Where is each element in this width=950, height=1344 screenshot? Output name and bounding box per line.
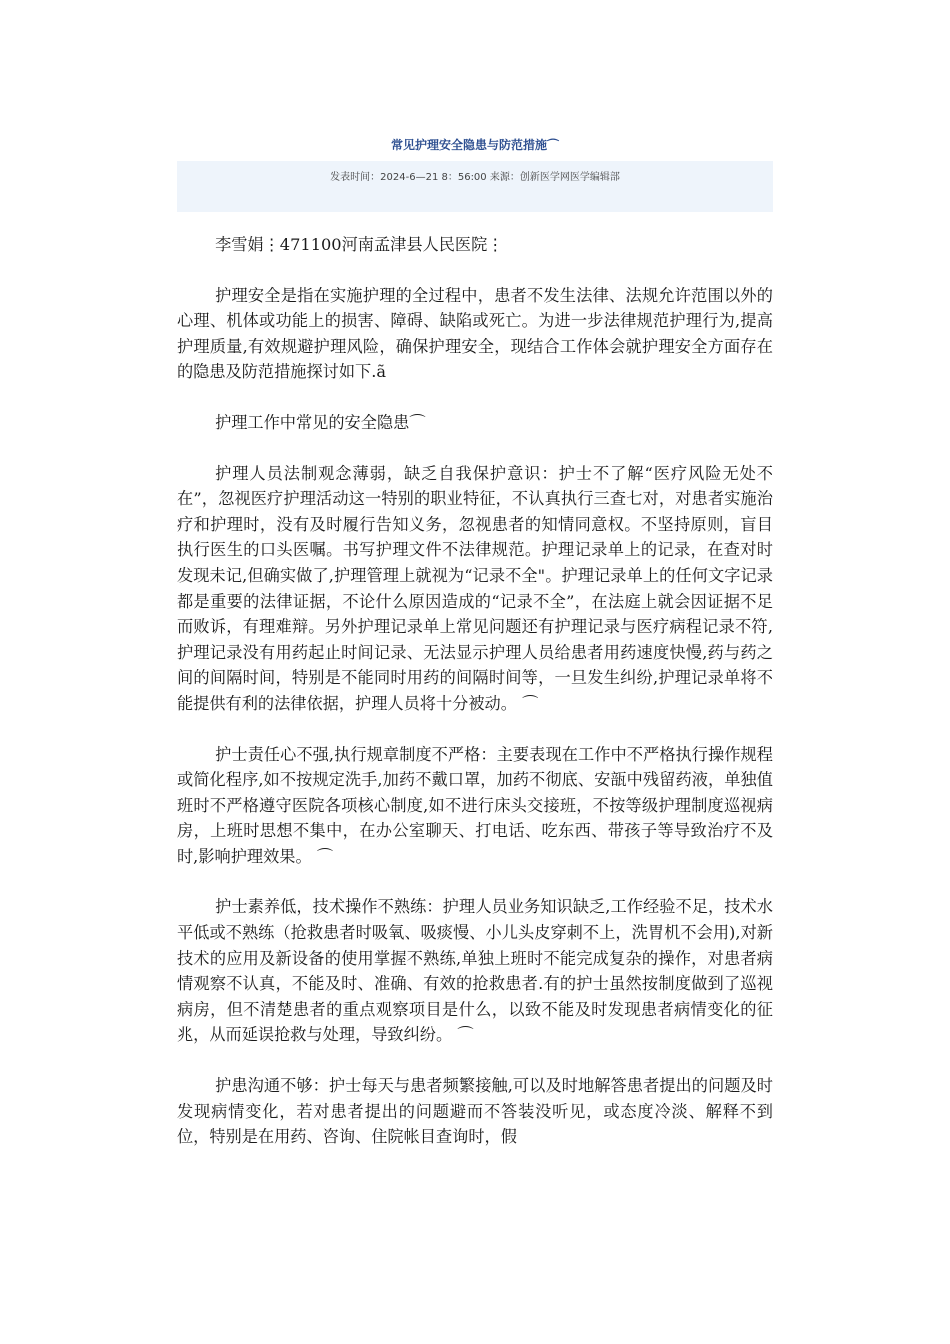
paragraph-text: 护理人员法制观念薄弱，缺乏自我保护意识：护士不了解“医疗风险无处不在”，忽视医疗护理活动这一特别的职业特征，不认真执行三查七对，对患者实施治疗和护理时，没有及时履行告知义务，忽视患者的知情同意权。不坚持原则，盲目执行医生的口头医嘱。书写护理文件不法律规范。护理记录单上的记录，在查对时发现未记,但确实做了,护理管理上就视为“记录不全"。护理记录单上的任何文字记录都是重要的法律证据，不论什么原因造成的“记录不全”，在法庭上就会因证据不足而败诉，有理难辩。另外护理记录单上常见问题还有护理记录与医疗病程记录不符,护理记录没有用药起止时间记录、无法显示护理人员给患者用药速度快慢,药与药之间的间隔时间，特别是不能同时用药的间隔时间等，一旦发生纠纷,护理记录单将不能提供有利的法律依据，护理人员将十分被动。 bbox=[177, 463, 773, 713]
article-meta-box bbox=[177, 161, 773, 212]
paragraph-skills bbox=[177, 894, 773, 1048]
author-line: 李雪娟⋮471100河南孟津县人民医院⋮ bbox=[215, 235, 504, 254]
ending-mark-icon: ⌒ bbox=[547, 138, 560, 152]
article-title-text: 常见护理安全隐患与防范措施 bbox=[390, 138, 547, 152]
ending-mark-icon: ⌒ bbox=[522, 693, 539, 713]
ending-mark-icon: ⌒ bbox=[316, 846, 333, 866]
section-heading-text: 护理工作中常见的安全隐患 bbox=[215, 412, 410, 432]
paragraph-communication: 护患沟通不够：护士每天与患者频繁接触,可以及时地解答患者提出的问题及时发现病情变化，若对患者提出的问题避而不答装没听见，或态度冷淡、解释不到位，特别是在用药、咨询、住院帐目查询时，假 bbox=[177, 1076, 773, 1147]
article-body bbox=[177, 232, 773, 1175]
paragraph-text: 护士责任心不强,执行规章制度不严格：主要表现在工作中不严格执行操作规程或简化程序,如不按规定洗手,加药不戴口罩，加药不彻底、安瓿中残留药液，单独值班时不严格遵守医院各项核心制度,如不进行床头交接班，不按等级护理制度巡视病房，上班时思想不集中，在办公室聊天、打电话、吃东西、带孩子等导致治疗不及时,影响护理效果。 bbox=[177, 744, 773, 866]
publish-info: 发表时间：2024-6—21 8：56:00 来源：创新医学网医学编辑部 bbox=[330, 172, 620, 183]
ending-mark-icon: ⌒ bbox=[457, 1025, 474, 1045]
paragraph-text: 护士素养低，技术操作不熟练：护理人员业务知识缺乏,工作经验不足，技术水平低或不熟练（抢救患者时吸氧、吸痰慢、小儿头皮穿刺不上，洗胃机不会用),对新技术的应用及新设备的使用掌握不熟练,单独上班时不能完成复杂的操作，对患者病情观察不认真，不能及时、准确、有效的抢救患者.有的护士虽然按制度做到了巡视病房，但不清楚患者的重点观察项目是什么，以致不能及时发现患者病情变化的征兆，从而延误抢救与处理，导致纠纷。 bbox=[177, 897, 773, 1045]
paragraph-legal-awareness bbox=[177, 461, 773, 717]
ending-mark-icon: ⌒ bbox=[409, 412, 426, 432]
paragraph-responsibility bbox=[177, 742, 773, 870]
paragraph-intro: 护理安全是指在实施护理的全过程中，患者不发生法律、法规允许范围以外的心理、机体或功能上的损害、障碍、缺陷或死亡。为进一步法律规范护理行为,提高护理质量,有效规避护理风险，确保护理安全，现结合工作体会就护理安全方面存在的隐患及防范措施探讨如下.ã bbox=[177, 285, 773, 382]
article-title bbox=[0, 136, 950, 153]
section-heading bbox=[177, 410, 773, 436]
